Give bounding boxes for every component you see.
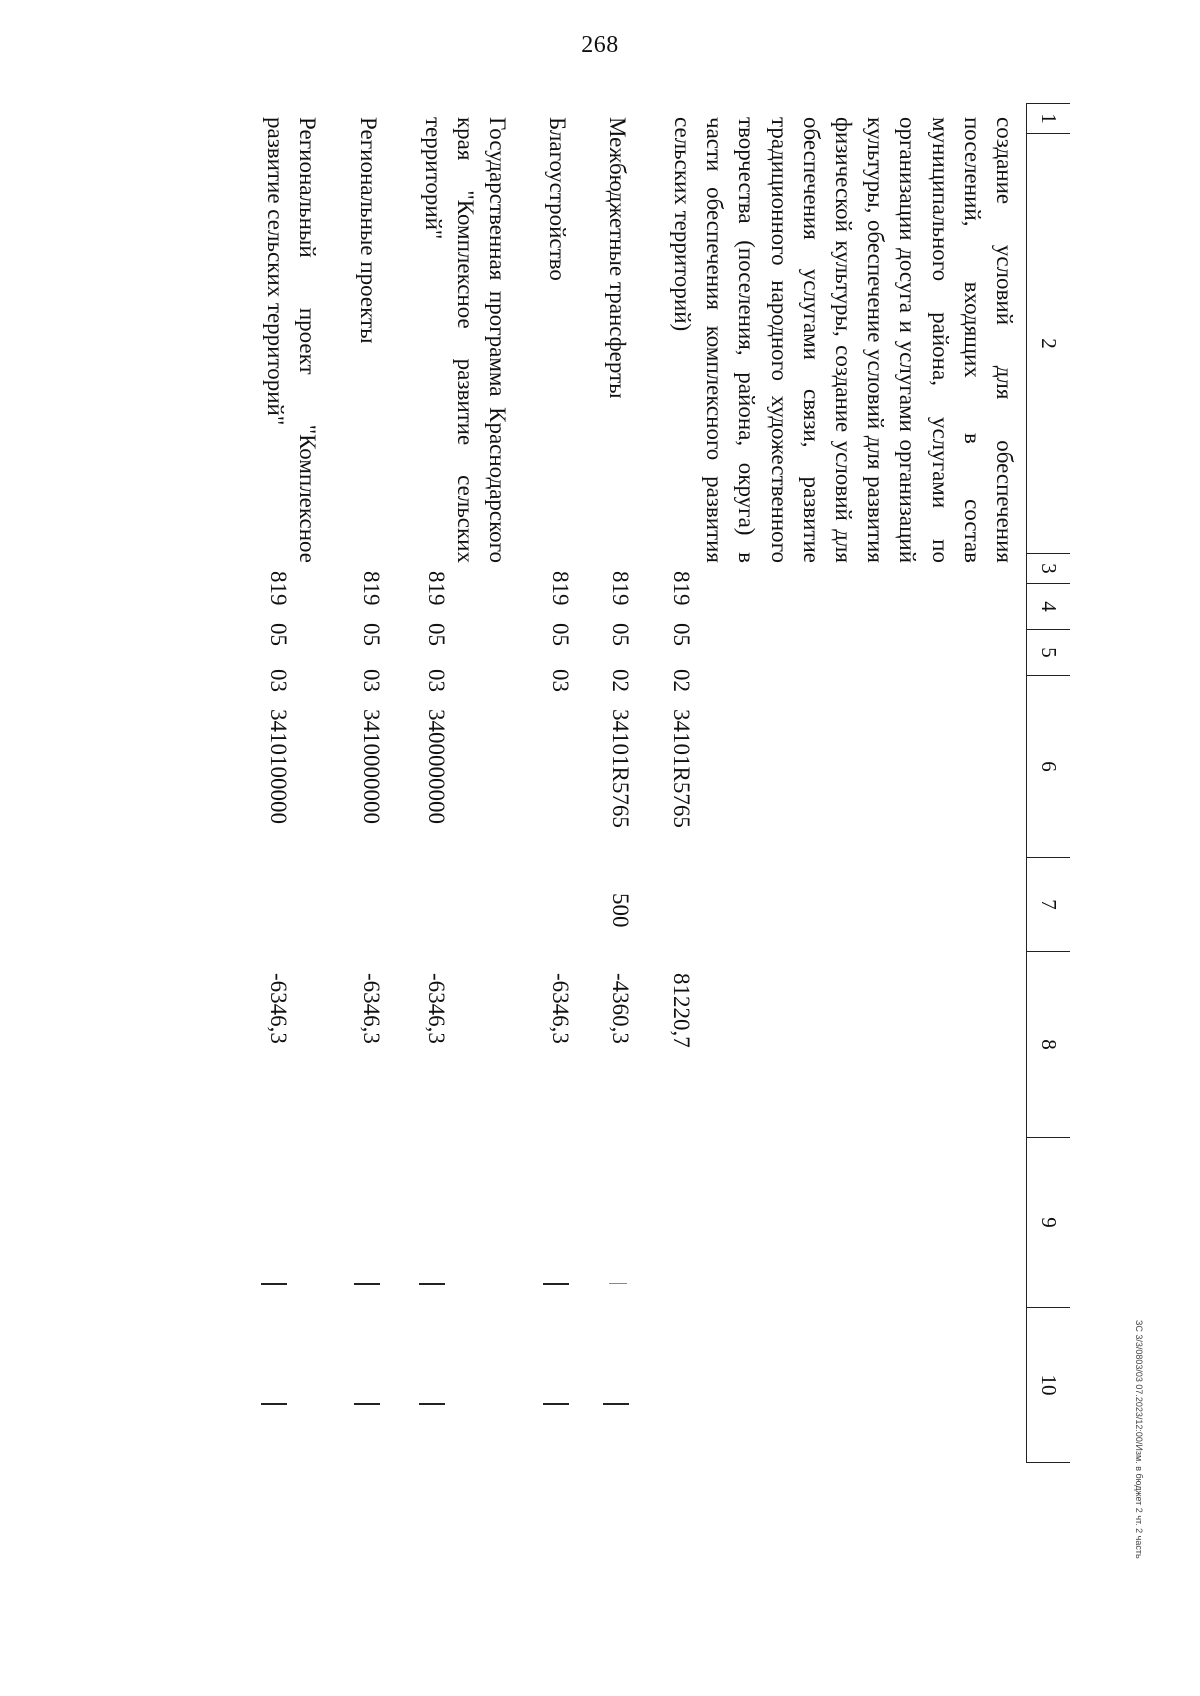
row-code-3: 819 — [359, 571, 384, 606]
row-amount: 81220,7 — [669, 973, 694, 1048]
header-col-6: 6 — [1026, 675, 1070, 857]
table-row — [533, 103, 573, 1503]
table-row — [344, 103, 384, 1503]
row-name: Государственная программа Краснодарского края "Комплексное развитие сельских территорий" — [420, 117, 510, 563]
row-name: Межбюджетные трансферты — [605, 117, 630, 399]
row-code-3: 819 — [669, 571, 694, 606]
row-code-4: 05 — [359, 623, 384, 646]
col-9-dash — [609, 1283, 627, 1284]
header-col-5: 5 — [1026, 629, 1070, 675]
col-9-dash — [419, 1283, 445, 1285]
col-9-dash — [261, 1283, 287, 1285]
row-code-3: 819 — [424, 571, 449, 606]
row-name: создание условий для обеспечения поселений, входящих в состав муниципального района, услугами по организации досуга и услугами организаций культуры, обеспечение условий для развития физической культуры, создание условий для обеспечения услугами связи, развитие традиционного народного художественного творчества (поселения, района, округа) в части обеспечения комплексного развития сельских территорий) — [669, 117, 1017, 563]
row-code-6: 3410000000 — [359, 709, 384, 824]
row-code-5: 03 — [266, 669, 291, 692]
row-amount: -6346,3 — [359, 973, 384, 1044]
row-code-5: 03 — [548, 669, 573, 692]
row-code-3: 819 — [548, 571, 573, 606]
col-10-dash — [543, 1403, 569, 1405]
row-code-5: 02 — [669, 669, 694, 692]
table-row — [664, 103, 1020, 1503]
row-code-4: 05 — [548, 623, 573, 646]
row-amount: -4360,3 — [608, 973, 633, 1044]
header-col-10: 10 — [1026, 1307, 1070, 1463]
col-10-dash — [603, 1403, 629, 1405]
row-amount: -6346,3 — [266, 973, 291, 1044]
row-code-6: 34101R5765 — [608, 709, 633, 828]
row-code-3: 819 — [266, 571, 291, 606]
row-code-3: 819 — [608, 571, 633, 606]
table-row — [253, 103, 323, 1503]
row-code-4: 05 — [669, 623, 694, 646]
budget-table — [170, 103, 1070, 1503]
page-number: 268 — [581, 32, 619, 58]
table-row — [593, 103, 633, 1503]
row-code-5: 03 — [424, 669, 449, 692]
row-code-6: 3410100000 — [266, 709, 291, 824]
header-col-1: 1 — [1026, 103, 1070, 133]
col-10-dash — [354, 1403, 380, 1405]
header-col-7: 7 — [1026, 857, 1070, 951]
row-name: Региональный проект "Комплексное развитие сельских территорий" — [262, 117, 320, 563]
header-col-9: 9 — [1026, 1137, 1070, 1307]
col-9-dash — [543, 1283, 569, 1285]
row-name: Благоустройство — [545, 117, 570, 281]
col-9-dash — [354, 1283, 380, 1285]
row-code-7: 500 — [608, 893, 633, 928]
header-col-4: 4 — [1026, 583, 1070, 629]
row-amount: -6346,3 — [424, 973, 449, 1044]
row-code-6: 3400000000 — [424, 709, 449, 824]
row-name: Региональные проекты — [356, 117, 381, 344]
row-code-6: 34101R5765 — [669, 709, 694, 828]
header-col-2: 2 — [1026, 133, 1070, 553]
row-code-4: 05 — [266, 623, 291, 646]
col-10-dash — [419, 1403, 445, 1405]
header-col-3: 3 — [1026, 553, 1070, 583]
row-amount: -6346,3 — [548, 973, 573, 1044]
row-code-4: 05 — [608, 623, 633, 646]
table-row — [413, 103, 513, 1503]
header-col-8: 8 — [1026, 951, 1070, 1137]
row-code-4: 05 — [424, 623, 449, 646]
col-10-dash — [261, 1403, 287, 1405]
document-footer-mark: ЗС 3/3/0803/03 07.2023/12:00/Изм. в бюджет 2 чт. 2 часть — [1134, 1320, 1144, 1559]
row-code-5: 02 — [608, 669, 633, 692]
row-code-5: 03 — [359, 669, 384, 692]
